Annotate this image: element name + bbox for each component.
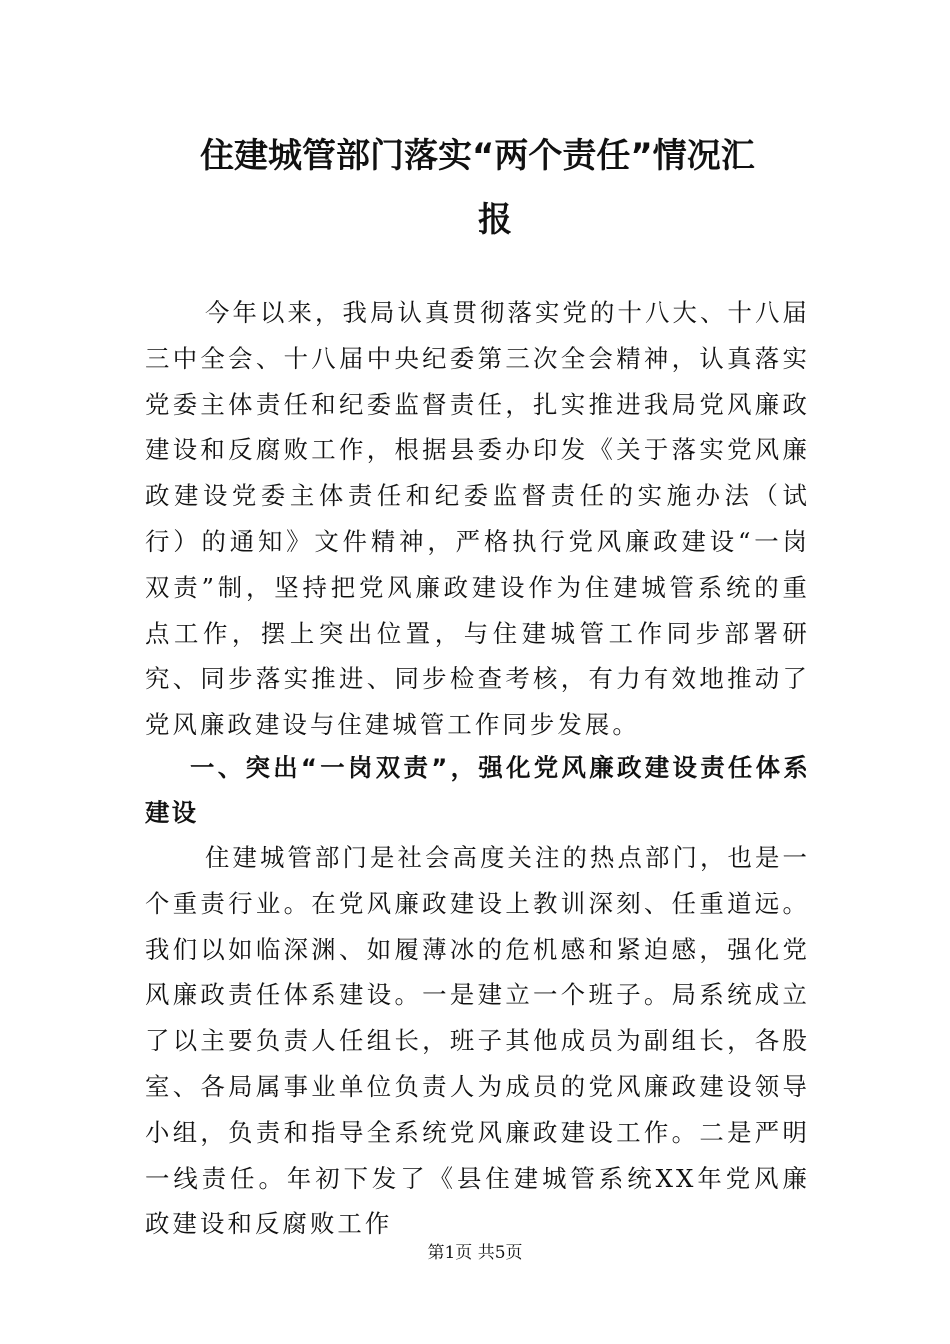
intro-paragraph: 今年以来，我局认真贯彻落实党的十八大、十八届三中全会、十八届中央纪委第三次全会精神，认真落实党委主体责任和纪委监督责任，扎实推进我局党风廉政建设和反腐败工作，根据县委办印发《关于落实党风廉政建设党委主体责任和纪委监督责任的实施办法（试行）的通知》文件精神，严格执行党风廉政建设“一岗双责”制，坚持把党风廉政建设作为住建城管系统的重点工作，摆上突出位置，与住建城管工作同步部署研究、同步落实推进、同步检查考核，有力有效地推动了党风廉政建设与住建城管工作同步发展。 — [145, 298, 810, 740]
section-1-heading: 一、突出“一岗双责”，强化党风廉政建设责任体系建设 — [145, 753, 810, 827]
document-title-line-1: 住建城管部门落实“两个责任”情况汇 — [200, 136, 755, 176]
section-1-paragraph: 住建城管部门是社会高度关注的热点部门，也是一个重责行业。在党风廉政建设上教训深刻、任重道远。我们以如临深渊、如履薄冰的危机感和紧迫感，强化党风廉政责任体系建设。一是建立一个班子。局系统成立了以主要负责人任组长，班子其他成员为副组长，各股室、各局属事业单位负责人为成员的党风廉政建设领导小组，负责和指导全系统党风廉政建设工作。二是严明一线责任。年初下发了《县住建城管系统XX年党风廉政建设和反腐败工作 — [145, 843, 810, 1239]
page-number-footer: 第1页 共5页 — [427, 1243, 523, 1263]
document-title-line-2: 报 — [478, 200, 512, 240]
